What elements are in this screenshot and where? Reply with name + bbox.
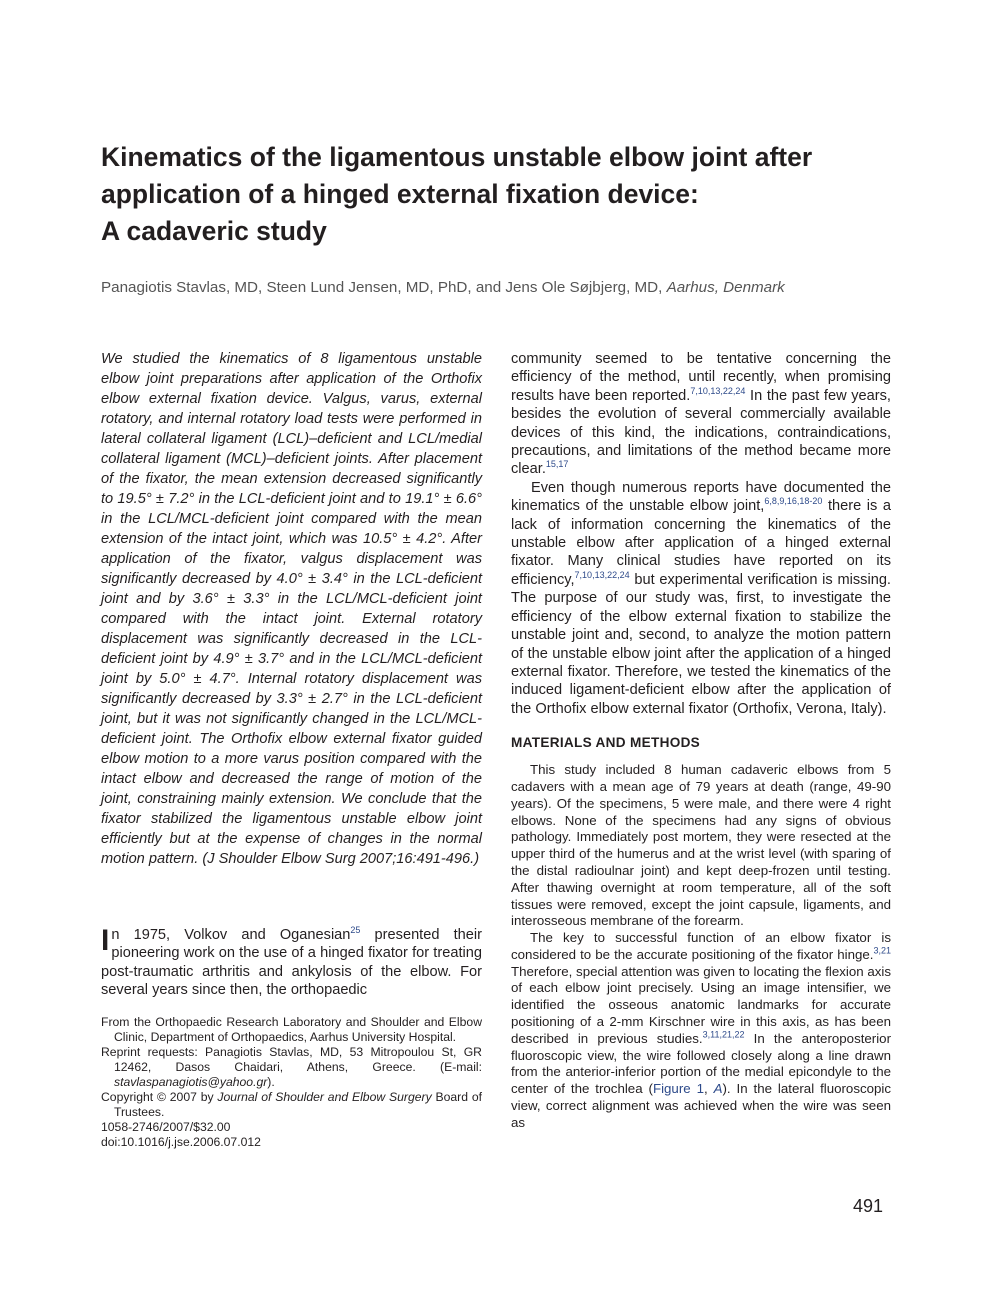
intro-paragraph-2: Even though numerous reports have documented the kinematics of the unstable elbow joint,$^{6,8,9,16,18-20}$ there is a lack of information concerning the kinematics of the unstable elbow after application of a hinged external fixator. Many clinical studies have reported on its efficiency,$^{7,10,13,22,24}$ but experimental verification is missing. The purpose of our study was, first, to investigate the efficiency of the elbow external fixation to stabilize the unstable joint and, second, to analyze the motion pattern of the unstable elbow joint after the application of a hinged external fixator. Therefore, we tested the kinematics of the induced ligament-deficient elbow after the application of the Orthofix elbow external fixator (Orthofix, Verona, Italy). — [511, 479, 891, 717]
affiliation-note: From the Orthopaedic Research Laboratory and Shoulder and Elbow Clinic, Department of Orthopaedics, Aarhus University Hospital. — [101, 1015, 482, 1044]
page-number: 491 — [853, 1196, 884, 1216]
reference-link[interactable]: 3,21 — [873, 945, 891, 956]
footnotes — [101, 1015, 482, 1150]
reference-link[interactable]: 3,11,21,22 — [702, 1029, 745, 1040]
author-line — [101, 279, 901, 296]
doi-note: doi:10.1016/j.jse.2006.07.012 — [101, 1135, 261, 1149]
title-line-2: application of a hinged external fixation device: — [101, 179, 699, 209]
email-link[interactable]: stavlaspanagiotis@yahoo.gr — [114, 1075, 268, 1089]
intro-continuation-paragraph: community seemed to be tentative concerning the efficiency of the method, until recently, when promising results have been reported.$^{7,10,13,22,24}$ In the past few years, besides the evolution of several commercially available devices of this kind, the indications, contraindications, precautions, and limitations of the method became more clear.$^{15,17}$ — [511, 351, 891, 478]
section-heading-methods: MATERIALS AND METHODS — [511, 735, 701, 751]
methods-paragraph-2: The key to successful function of an elbow fixator is considered to be the accurate positioning of the fixator hinge.$^{3,21}$ Therefore, special attention was given to locating the flexion axis of each elbow joint precisely. Using an image intensifier, we identified the osseous anatomic landmarks for accurate positioning of a 2-mm Kirschner wire in this axis, as has been described in previous studies.$^{3,11,21,22}$ In the anteroposterior fluoroscopic view, the wire followed closely along a line drawn from the anterior-inferior portion of the medial epicondyle to the center of the trochlea (Figure 1, A). In the lateral fluoroscopic view, correct alignment was achieved when the wire was seen as — [511, 930, 892, 1130]
reference-link[interactable]: 25 — [350, 925, 361, 936]
figure-panel-link[interactable]: A — [713, 1081, 723, 1097]
author-location: Aarhus, Denmark — [666, 279, 785, 296]
article-title — [101, 139, 901, 250]
methods-paragraph-1: This study included 8 human cadaveric elbows from 5 cadavers with a mean age of 79 years at death (range, 49-90 years). Of the specimens, 5 were male, and there were 4 right elbows. None of the specimens had any signs of obvious pathology. Immediately post mortem, they were resected at the upper third of the humerus and at the wrist level (with sparing of the distal radioulnar joint) and kept deep-frozen until testing. After thawing overnight at room temperature, all of the soft tissues were removed, except the joint capsule, ligaments, and interosseous membrane of the forearm. — [511, 762, 891, 929]
introduction-paragraph: In 1975, Volkov and Oganesian$^{25}$ presented their pioneering work on the use of a hinged fixator for treating post-traumatic arthritis and ankylosis of the elbow. For several years since then, the orthopaedic — [101, 924, 482, 999]
copyright-note: Copyright © 2007 by Journal of Shoulder and Elbow Surgery Board of Trustees. — [101, 1090, 483, 1119]
figure-link[interactable]: Figure 1 — [652, 1081, 704, 1097]
reprint-note: Reprint requests: Panagiotis Stavlas, MD, 53 Mitropoulou St, GR 12462, Dasos Chaidari, Athens, Greece. (E-mail: stavlaspanagiotis@yahoo.gr). — [101, 1045, 482, 1089]
drop-cap: I — [101, 924, 110, 957]
issn-note: 1058-2746/2007/$32.00 — [101, 1120, 231, 1134]
reference-link[interactable]: 7,10,13,22,24 — [690, 385, 746, 396]
title-line-1: Kinematics of the ligamentous unstable elbow joint after — [101, 142, 813, 172]
author-names: Panagiotis Stavlas, MD, Steen Lund Jensen, MD, PhD, and Jens Ole Søjbjerg, MD, — [101, 279, 667, 296]
reference-link[interactable]: 6,8,9,16,18-20 — [764, 496, 823, 507]
reference-link[interactable]: 7,10,13,22,24 — [574, 570, 630, 581]
right-column — [511, 350, 891, 1132]
journal-name: Journal of Shoulder and Elbow Surgery — [217, 1090, 432, 1104]
title-line-3: A cadaveric study — [101, 216, 327, 246]
abstract: We studied the kinematics of 8 ligamentous unstable elbow joint preparations after application of the Orthofix elbow external fixation device. Valgus, varus, external rotatory, and internal rotatory load tests were performed in lateral collateral ligament (LCL)–deficient and LCL/medial collateral ligament (MCL)–deficient joints. After placement of the fixator, the mean extension decreased significantly to 19.5° ± 7.2° in the LCL-deficient joint and to 19.1° ± 6.6° in the LCL/MCL-deficient joint compared with the mean extension of the intact joint, which was 10.5° ± 4.2°. After application of the fixator, valgus displacement was significantly decreased by 4.0° ± 3.4° in the LCL-deficient joint and by 3.6° ± 3.3° in the LCL/MCL-deficient joint compared with the intact joint. External rotatory displacement was significantly decreased in the LCL-deficient joint by 4.9° ± 3.7° and in the LCL/MCL-deficient joint by 5.0° ± 4.7°. Internal rotatory displacement was significantly decreased by 3.3° ± 2.7° in the LCL-deficient joint, but it was not significantly changed in the LCL/MCL-deficient joint. The Orthofix elbow external fixator guided elbow motion to a more varus position compared with the intact elbow and decreased the range of motion of the joint, constraining mainly extension. We conclude that the fixator stabilized the ligamentous unstable elbow joint efficiently but at the expense of changes in the normal motion pattern. (J Shoulder Elbow Surg 2007;16:491-496.) — [101, 351, 482, 867]
reference-link[interactable]: 15,17 — [545, 459, 569, 470]
